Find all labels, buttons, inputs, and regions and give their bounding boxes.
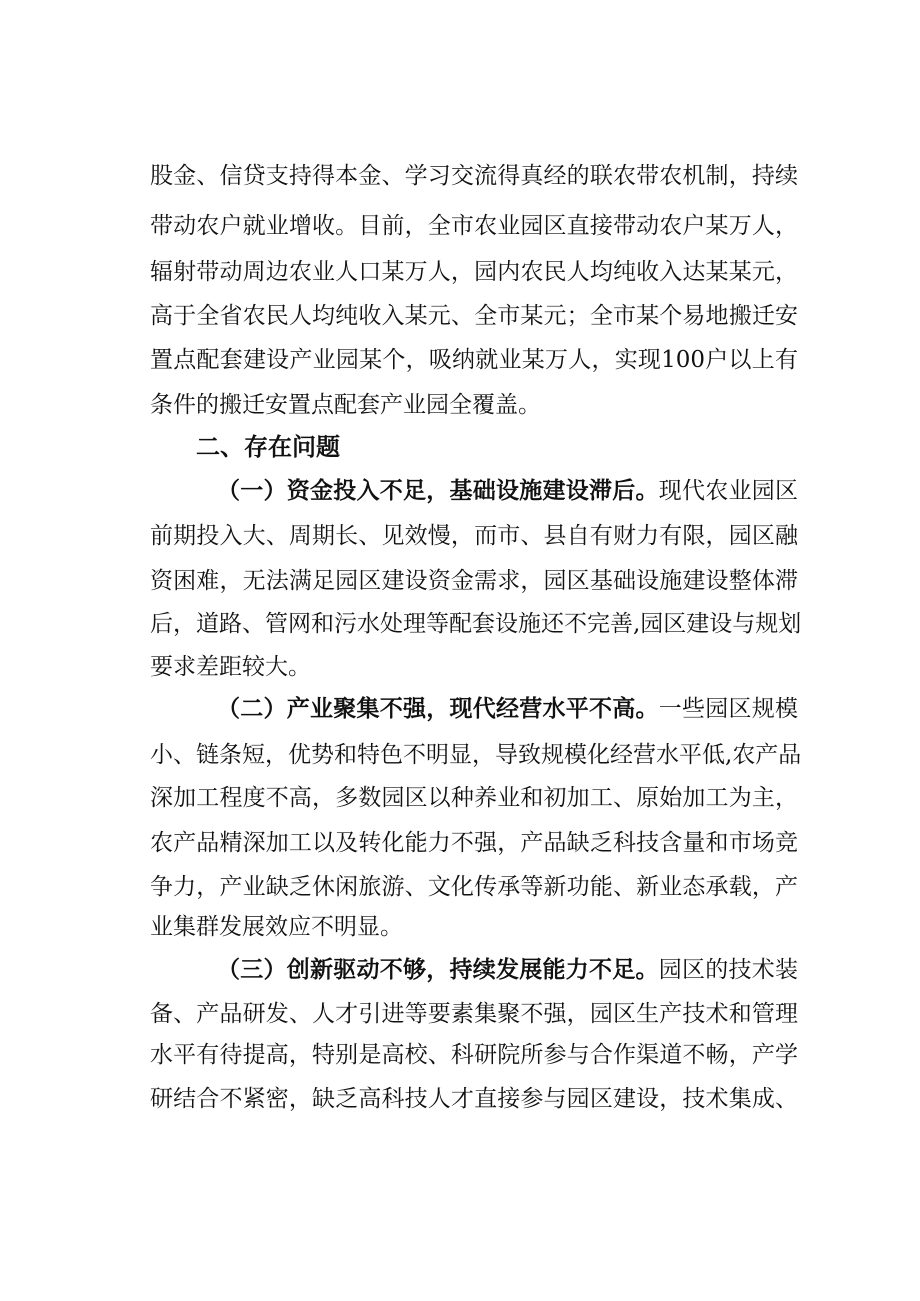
- paragraph-line: 高于全省农民人均纯收入某元、全市某元；全市某个易地搬迁安: [150, 303, 798, 329]
- issue-2-title: （二）产业聚集不强，现代经营水平不高。: [217, 695, 659, 722]
- paragraph-line: 小、链条短，优势和特色不明显，导致规模化经营水平低,农产品: [150, 742, 802, 768]
- paragraph-line: 研结合不紧密，缺乏高科技人才直接参与园区建设，技术集成、: [150, 1086, 798, 1112]
- paragraph-line: 后，道路、管网和污水处理等配套设施还不完善,园区建设与规划: [150, 611, 802, 637]
- paragraph-line: 股金、信贷支持得本金、学习交流得真经的联农带农机制，持续: [150, 163, 798, 189]
- paragraph-line: 资困难，无法满足园区建设资金需求，园区基础设施建设整体滞: [150, 568, 798, 594]
- issue-1-text: 现代农业园区: [658, 478, 798, 504]
- paragraph-line: 辐射带动周边农业人口某万人，园内农民人均纯收入达某某元，: [150, 259, 798, 285]
- issue-2-text: 一些园区规模: [658, 696, 798, 722]
- paragraph-line: 前期投入大、周期长、见效慢，而市、县自有财力有限，园区融: [150, 523, 798, 549]
- issue-1-first-line: [217, 476, 798, 506]
- issue-1-title: （一）资金投入不足，基础设施建设滞后。: [217, 477, 659, 504]
- paragraph-line: 农产品精深加工以及转化能力不强，产品缺乏科技含量和市场竞: [150, 830, 798, 856]
- issue-3-title: （三）创新驱动不够，持续发展能力不足。: [217, 956, 659, 983]
- paragraph-line: 带动农户就业增收。目前，全市农业园区直接带动农户某万人，: [150, 213, 798, 239]
- issue-3-text: 园区的技术装: [658, 957, 798, 983]
- paragraph-line: 深加工程度不高，多数园区以种养业和初加工、原始加工为主，: [150, 785, 798, 811]
- section-heading: 二、存在问题: [196, 433, 340, 461]
- paragraph-line: 备、产品研发、人才引进等要素集聚不强，园区生产技术和管理: [150, 1001, 798, 1027]
- paragraph-line: 要求差距较大。: [150, 654, 311, 680]
- paragraph-line: 置点配套建设产业园某个，吸纳就业某万人，实现100户以上有: [150, 347, 798, 373]
- paragraph-line: 条件的搬迁安置点配套产业园全覆盖。: [150, 392, 541, 418]
- paragraph-line: 水平有待提高，特别是高校、科研院所参与合作渠道不畅，产学: [150, 1042, 798, 1068]
- paragraph-line: 争力，产业缺乏休闲旅游、文化传承等新功能、新业态承载，产: [150, 874, 798, 900]
- issue-2-first-line: [217, 694, 798, 724]
- issue-3-first-line: [217, 955, 798, 985]
- paragraph-line: 业集群发展效应不明显。: [150, 914, 403, 940]
